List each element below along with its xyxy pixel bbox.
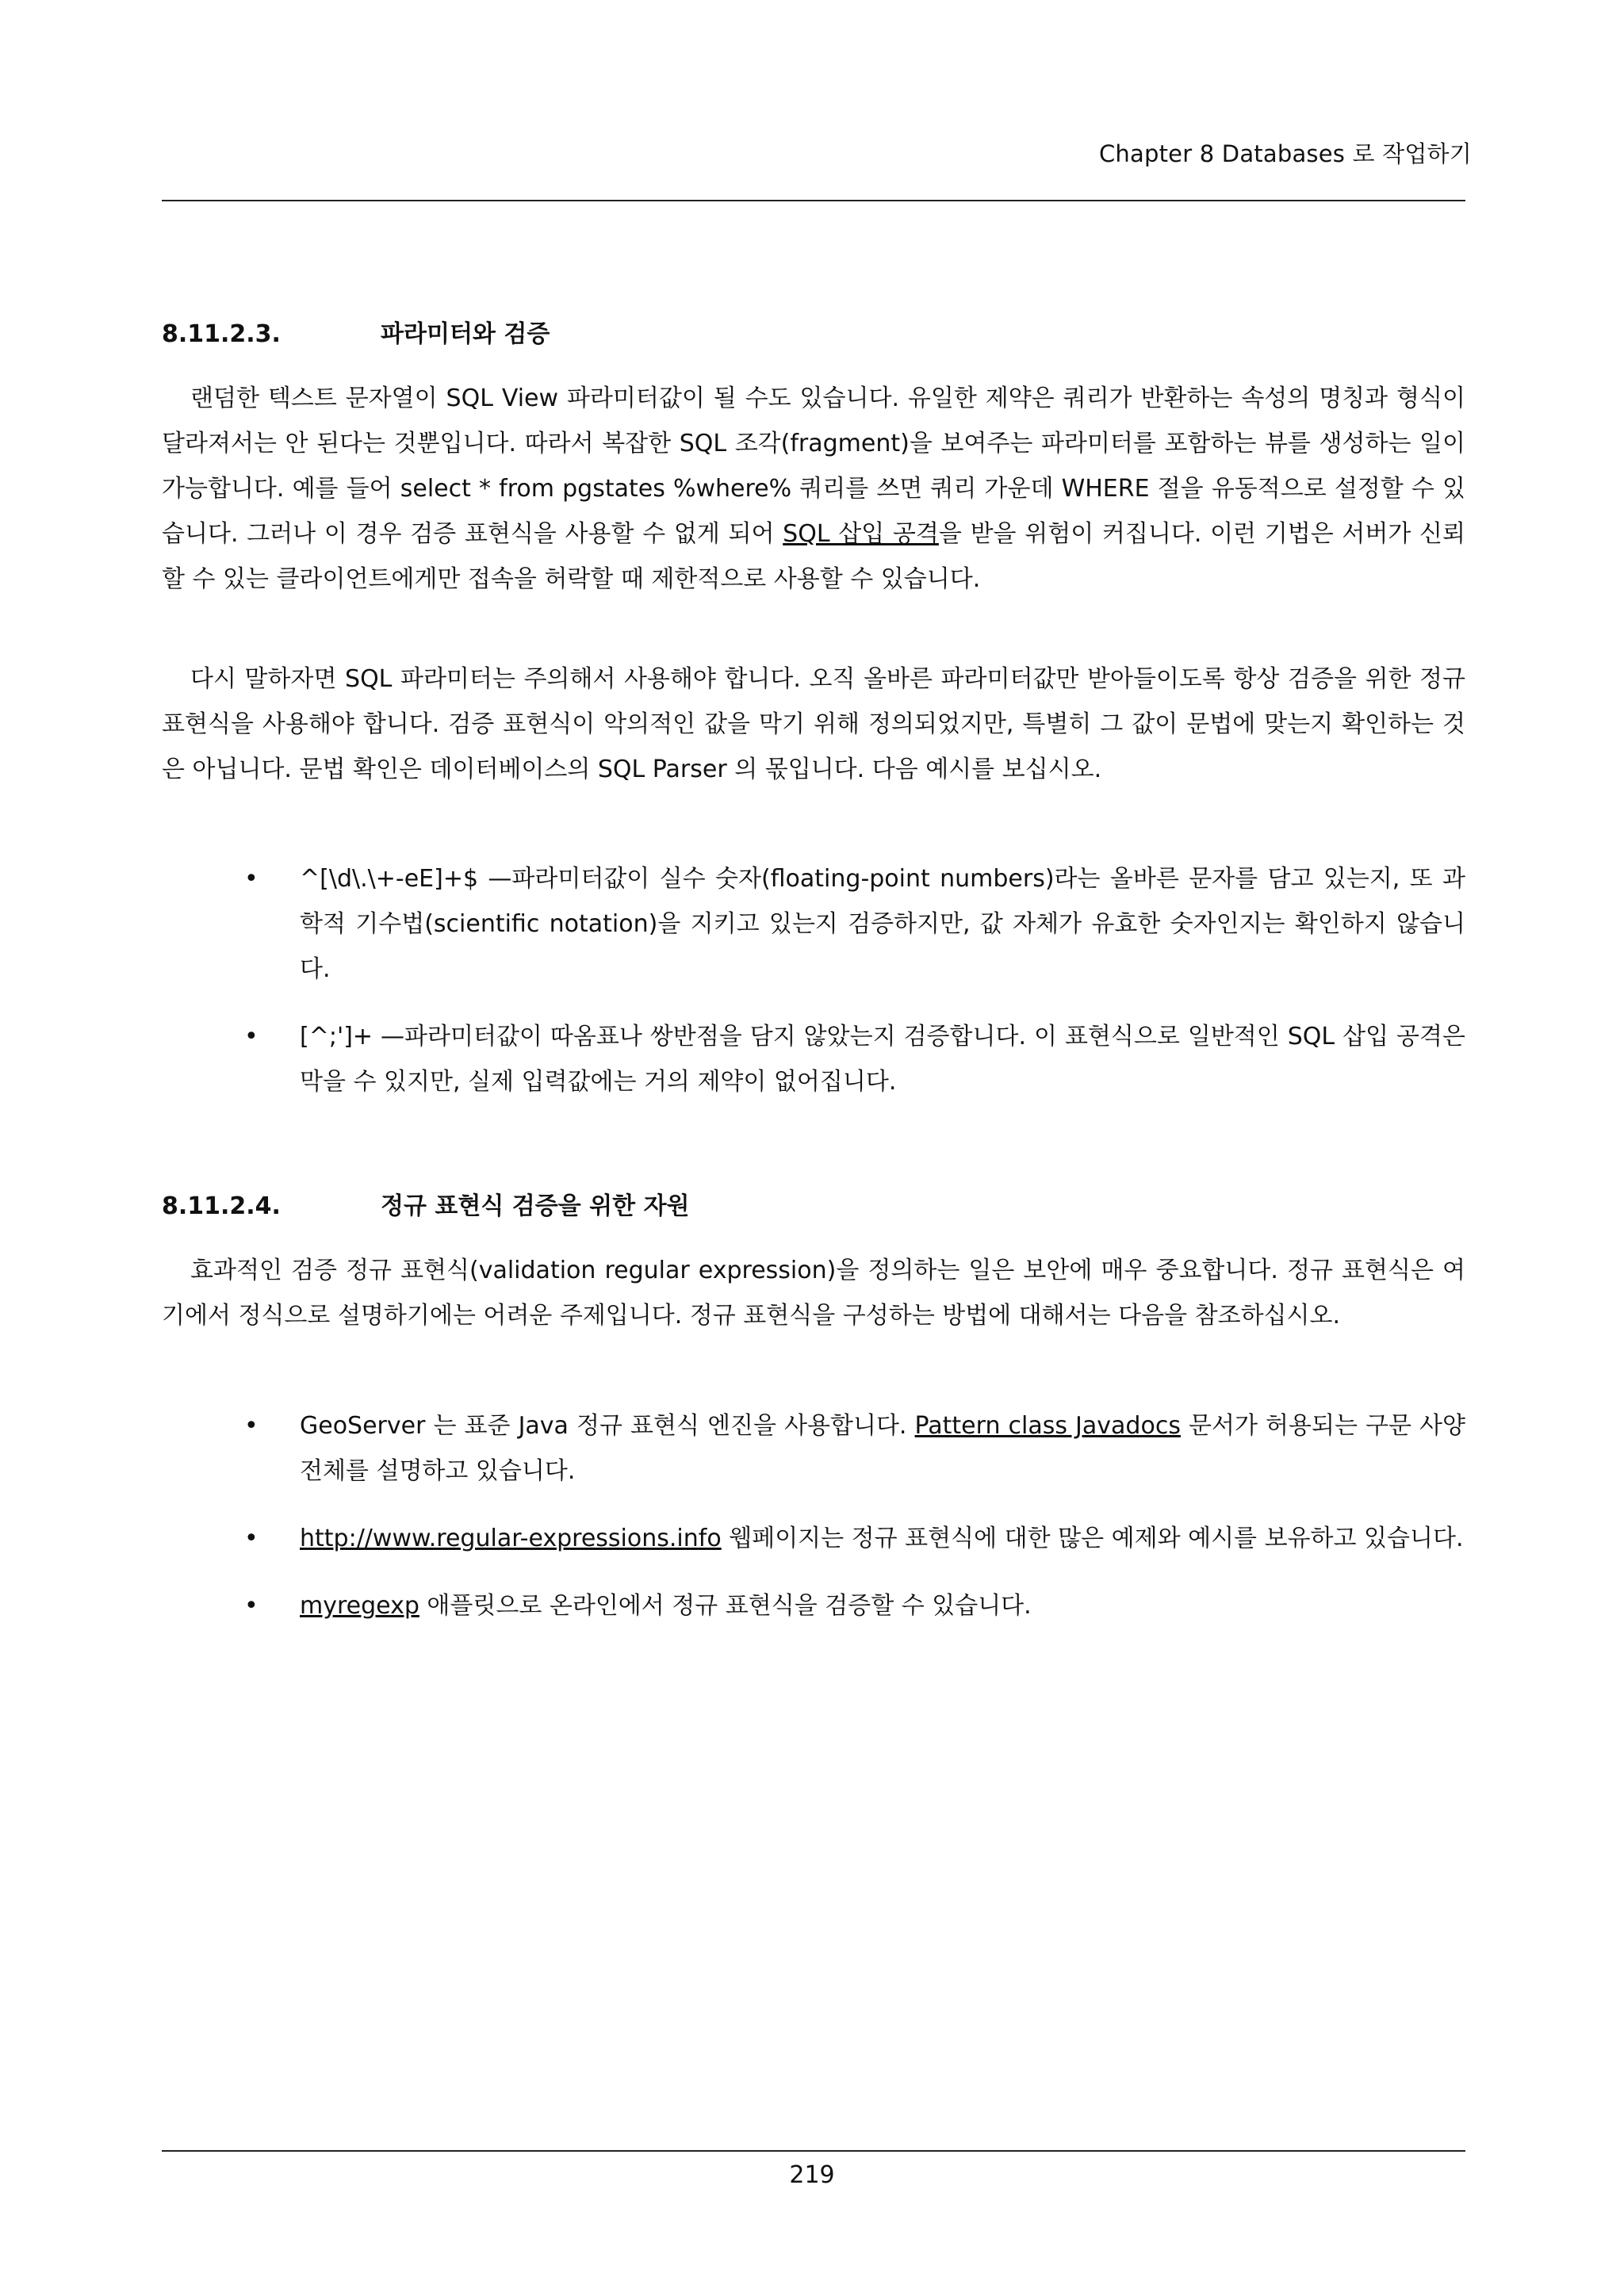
list-item-text: 문서가 허용되는 구문 사양 전체를 설명하고 있습니다. — [300, 1412, 1465, 1485]
list-item-text: GeoServer 는 표준 Java 정규 표현식 엔진을 사용합니다. — [300, 1412, 915, 1440]
section-number: 8.11.2.4. — [162, 1192, 281, 1220]
page-number: 219 — [789, 2161, 835, 2189]
header-rule — [162, 200, 1465, 201]
list-item-text: ^[\d\.\+-eE]+$ —파라미터값이 실수 숫자(floating-point numbers)라는 올바른 문자를 담고 있는지, 또 과학적 기수법(scientific notation)을 지키고 있는지 검증하지만, 값 자체가 유효한 숫자인지는 확인하지 않습니다. — [300, 865, 1465, 983]
bullet-icon: • — [244, 1592, 259, 1620]
section-title: 파라미터와 검증 — [381, 320, 550, 348]
section-heading-regex-resources — [162, 1186, 690, 1221]
sql-injection-link[interactable]: SQL 삽입 공격 — [783, 520, 939, 548]
list-item — [162, 1516, 1465, 1561]
bullet-icon: • — [244, 1412, 259, 1440]
list-item — [162, 1014, 1465, 1104]
footer-rule — [162, 2150, 1465, 2152]
bullet-icon: • — [244, 1023, 259, 1050]
pattern-javadocs-link[interactable]: Pattern class Javadocs — [914, 1412, 1181, 1440]
bullet-icon: • — [244, 1525, 259, 1552]
paragraph-regex-intro: 효과적인 검증 정규 표현식(validation regular expression)을 정의하는 일은 보안에 매우 중요합니다. 정규 표현식은 여기에서 정식으로 설명하기에는 어려운 주제입니다. 정규 표현식을 구성하는 방법에 대해서는 다음을 참조하십시오. — [162, 1257, 1465, 1330]
list-item — [162, 1583, 1465, 1628]
list-item-text: 애플릿으로 온라인에서 정규 표현식을 검증할 수 있습니다. — [419, 1592, 1032, 1620]
list-item — [162, 856, 1465, 992]
running-header: Chapter 8 Databases 로 작업하기 — [1098, 140, 1472, 167]
section-heading-parameters — [162, 314, 550, 349]
paragraph-sql-view-params — [162, 376, 1465, 602]
validation-examples-list — [162, 856, 1465, 1104]
paragraph-caution: 다시 말하자면 SQL 파라미터는 주의해서 사용해야 합니다. 오직 올바른 파라미터값만 받아들이도록 항상 검증을 위한 정규 표현식을 사용해야 합니다. 검증 표현식이 악의적인 값을 막기 위해 정의되었지만, 특별히 그 값이 문법에 맞는지 확인하는 것은 아닙니다. 문법 확인은 데이터베이스의 SQL Parser 의 몫입니다. 다음 예시를 보십시오. — [162, 665, 1465, 783]
regular-expressions-info-link[interactable]: http://www.regular-expressions.info — [300, 1525, 722, 1552]
paragraph-text: 랜덤한 텍스트 문자열이 SQL View 파라미터값이 될 수도 있습니다. 유일한 제약은 쿼리가 반환하는 속성의 명칭과 형식이 달라져서는 안 된다는 것뿐입니다. 따라서 복잡한 SQL 조각(fragment)을 보여주는 파라미터를 포함하는 뷰를 생성하는 일이 가능합니다. 예를 들어 select * from pgstates %where% 쿼리를 쓰면 쿼리 가운데 WHERE 절을 유동적으로 설정할 수 있습니다. 그러나 이 경우 검증 표현식을 사용할 수 없게 되어 — [162, 385, 1465, 548]
regex-resources-list — [162, 1403, 1465, 1628]
list-item-text: 웹페이지는 정규 표현식에 대한 많은 예제와 예시를 보유하고 있습니다. — [721, 1525, 1464, 1552]
list-item-text: [^;']+ —파라미터값이 따옴표나 쌍반점을 담지 않았는지 검증합니다. 이 표현식으로 일반적인 SQL 삽입 공격은 막을 수 있지만, 실제 입력값에는 거의 제약이 없어집니다. — [300, 1023, 1465, 1096]
paragraph-text: 을 받을 위험이 커집니다. 이런 기법은 서버가 신뢰할 수 있는 클라이언트에게만 접속을 허락할 때 제한적으로 사용할 수 있습니다. — [162, 520, 1465, 593]
bullet-icon: • — [244, 865, 259, 893]
section-number: 8.11.2.3. — [162, 320, 281, 348]
myregexp-link[interactable]: myregexp — [300, 1592, 419, 1620]
section-title: 정규 표현식 검증을 위한 자원 — [381, 1192, 690, 1220]
list-item — [162, 1403, 1465, 1494]
